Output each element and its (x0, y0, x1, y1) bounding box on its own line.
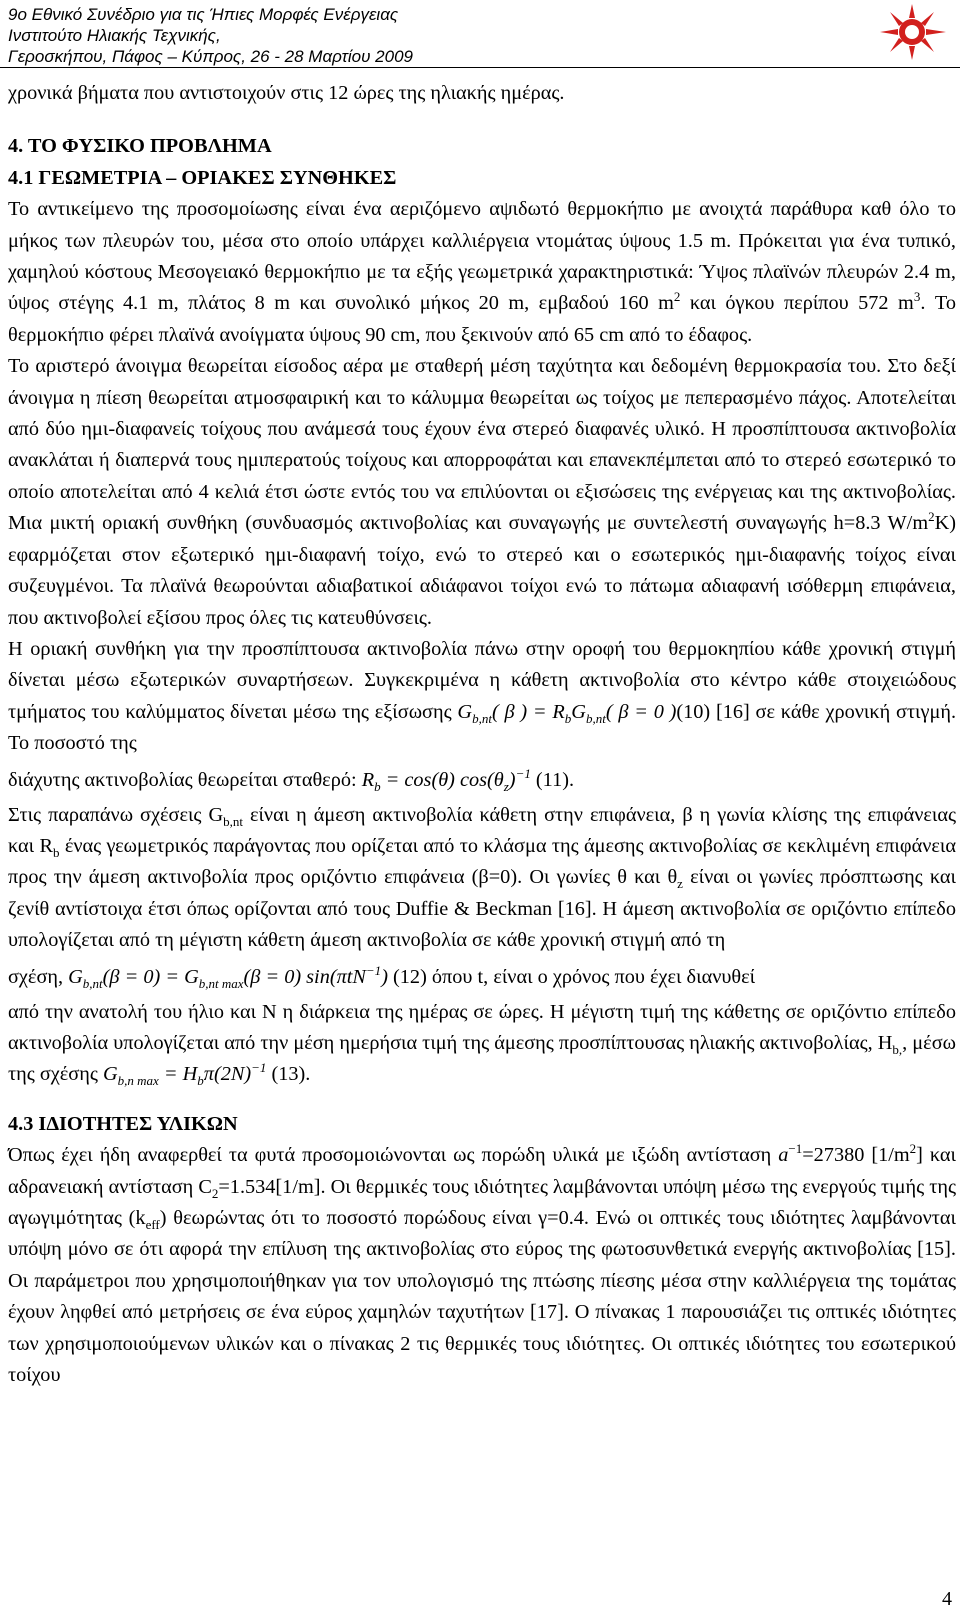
header-rule (0, 67, 960, 68)
paragraph-max-radiation: από την ανατολή του ήλιο και N η διάρκεια της ημέρας σε ώρες. Η μέγιστη τιμή της κάθετης σε οριζόντιο επίπεδο ακτινοβολία υπολογίζεται από την μέση ημερήσια τιμή της άμεσης προσπίπτουσας ηλιακής ακτινοβολίας, $H_{b,}$, μέσω της σχέσης $G_{b,n max} = H_b\pi(2N)^{-1}$ (13). (8, 1000, 956, 1089)
section-heading-4-3: 4.3 ΙΔΙΟΤΗΤΕΣ ΥΛΙΚΩΝ (8, 1112, 238, 1135)
paragraph-definitions: Στις παραπάνω σχέσεις $G_{b,nt}$ είναι η άμεση ακτινοβολία κάθετη στην επιφάνεια, β η γωνία κλίσης της επιφάνειας και $R_b$ ένας γεωμετρικός παράγοντας που ορίζεται από το κλάσμα της άμεσης ακτινοβολίας σε κεκλιμένη επιφάνεια προς την άμεση ακτινοβολία προς οριζόντιο επιφάνεια (β=0). Οι γωνίες θ και $\theta_z$ είναι οι γωνίες πρόσπτωσης και ζενίθ αντίστοιχα έτσι όπως ορίζονται από τους Duffie & Beckman [16]. Η άμεση ακτινοβολία σε οριζόντιο επίπεδο υπολογίζεται από τη μέγιστη κάθετη άμεση ακτινοβολία σε κάθε χρονική στιγμή από τη (8, 803, 957, 952)
paragraph-boundaries: Το αριστερό άνοιγμα θεωρείται είσοδος αέρα με σταθερή μέση ταχύτητα και δεδομένη θερμοκρασία του. Στο δεξί άνοιγμα η πίεση θεωρείται ατμοσφαιρική και το κάλυμμα θεωρείται ως τοίχος με πεπερασμένο πάχος. Αποτελείται από δύο ημι-διαφανείς τοίχους που ανάμεσά τους έχουν ένα στερεό διαφανές υλικό. Η προσπίπτουσα ακτινοβολία ανακλάται ή διαπερνά τους ημιπερατούς τοίχους και απορροφάται και επανεκπέμπεται από το στερεό εσωτερικό το οποίο αποτελείται από 4 κελιά έτσι ώστε εντός του να επιλύονται οι εξισώσεις της ενέργειας και της ακτινοβολίας. Μια μικτή οριακή συνθήκη (συνδυασμός ακτινοβολίας και συναγωγής με συντελεστή συναγωγής h=8.3 $W/m^2K$) εφαρμόζεται στον εξωτερικό ημι-διαφανή τοίχο, ενώ το στερεό και ο εσωτερικός ημι-διαφανής τοίχος είναι συζευγμένοι. Τα πλαϊνά θεωρούνται αδιαβατικοί αδιάφανοι τοίχοι ενώ το πάτωμα αδιαφανή ισόθερμη επιφάνεια, που ακτινοβολεί εξίσου προς όλες τις κατευθύνσεις. (8, 355, 956, 629)
paragraph-intro: χρονικά βήματα που αντιστοιχούν στις 12 ώρες της ηλιακής ημέρας. (8, 82, 565, 104)
paragraph-radiation: Η οριακή συνθήκη για την προσπίπτουσα ακτινοβολία πάνω στην οροφή του θερμοκηπίου κάθε χρονική στιγμή δίνεται μέσω εξωτερικών συναρτήσεων. Συγκεκριμένα η κάθετη ακτινοβολία στο κέντρο κάθε στοιχειώδους τμήματος του καλύμματος δίνεται μέσω της εξίσωσης $G_{b,nt}$( β ) = $R_bG_{b,nt}$( β = 0 )(10) [16] σε κάθε χρονική στιγμή. Το ποσοστό της (8, 637, 957, 755)
conference-header (8, 4, 413, 67)
equation-11: $R_b = \cos(\theta)$ $\cos(\theta_z)^{-1}$ (361, 765, 531, 794)
section-heading-4-1: 4.1 ΓΕΩΜΕΤΡΙΑ – ΟΡΙΑΚΕΣ ΣΥΝΘΗΚΕΣ (8, 166, 397, 189)
paragraph-diffuse: διάχυτης ακτινοβολίας θεωρείται σταθερό: $R_b = \cos(\theta)$ $\cos(\theta_z)^{-1}$ (11). (8, 765, 575, 794)
equation-10: $G_{b,nt}$( β ) = $R_bG_{b,nt}$( β = 0 ) (457, 700, 677, 726)
page-body (8, 78, 956, 1391)
header-line-3: Γεροσκήπου, Πάφος – Κύπρος, 26 - 28 Μαρτίου 2009 (8, 47, 413, 66)
header-line-2: Ινστιτούτο Ηλιακής Τεχνικής, (8, 26, 221, 45)
sun-logo-icon (862, 2, 954, 60)
equation-12: $G_{b,nt}(\beta = 0) = G_{b,nt max}(\beta = 0)$ sin(πtN$^{-1}$) (68, 962, 388, 991)
paragraph-materials: Όπως έχει ήδη αναφερθεί τα φυτά προσομοιώνονται ως πορώδη υλικά με ιξώδη αντίσταση $a^{-1}=27380$ $[1/m^2]$ και αδρανειακή αντίσταση $C_2=1.534[1/m]$. Οι θερμικές τους ιδιότητες λαμβάνονται υπόψη μέσω της ενεργούς τιμής της αγωγιμότητας $(k_{eff})$ θεωρώντας ότι το ποσοστό πορώδους είναι γ=0.4. Ενώ οι οπτικές τους ιδιότητες λαμβάνονται υπόψη μόνο σε ότι αφορά την επίλυση της ακτινοβολίας στο εύρος της φωτοσυνθετικά ενεργής ακτινοβολίας [15]. Οι παράμετροι που χρησιμοποιήθηκαν για τον υπολογισμό της πτώσης πίεσης μέσα στην καλλιέργεια της τομάτας έχουν ληφθεί από μετρήσεις σε ένα εύρος χαμηλών ταχυτήτων [17]. Ο πίνακας 1 παρουσιάζει τις οπτικές ιδιότητες των χρησιμοποιούμενων υλικών και ο πίνακας 2 τις θερμικές τους ιδιότητες. Οι οπτικές ιδιότητες του εσωτερικού τοίχου (8, 1141, 956, 1387)
equation-13: $G_{b,n max} = H_b\pi(2N)^{-1}$ (102, 1060, 267, 1089)
paragraph-geometry: Το αντικείμενο της προσομοίωσης είναι ένα αεριζόμενο αψιδωτό θερμοκήπιο με ανοιχτά παράθυρα καθ όλο το μήκος των πλευρών του, μέσα στο οποίο υπάρχει καλλιέργεια ντομάτας ύψους 1.5 m. Πρόκειται για ένα τυπικό, χαμηλού κόστους Μεσογειακό θερμοκήπιο με τα εξής γεωμετρικά χαρακτηριστικά: Ύψος πλαϊνών πλευρών 2.4 m, ύψος στέγης 4.1 m, πλάτος 8 m και συνολικό μήκος 20 m, εμβαδού 160 $m^2$ και όγκου περίπου 572 $m^3$. Το θερμοκήπιο φέρει πλαϊνά ανοίγματα ύψους 90 cm, που ξεκινούν από 65 cm από το έδαφος. (8, 198, 956, 346)
section-heading-4: 4. ΤΟ ΦΥΣΙΚΟ ΠΡΟΒΛΗΜΑ (8, 135, 272, 158)
page-number: 4 (942, 1588, 952, 1610)
header-line-1: 9ο Εθνικό Συνέδριο για τις Ήπιες Μορφές Ενέργειας (8, 5, 399, 24)
paragraph-equation-12: σχέση, $G_{b,nt}(\beta = 0) = G_{b,nt max}(\beta = 0)$ sin(πtN$^{-1}$) (12) όπου t, είναι ο χρόνος που έχει διανυθεί (8, 962, 756, 991)
